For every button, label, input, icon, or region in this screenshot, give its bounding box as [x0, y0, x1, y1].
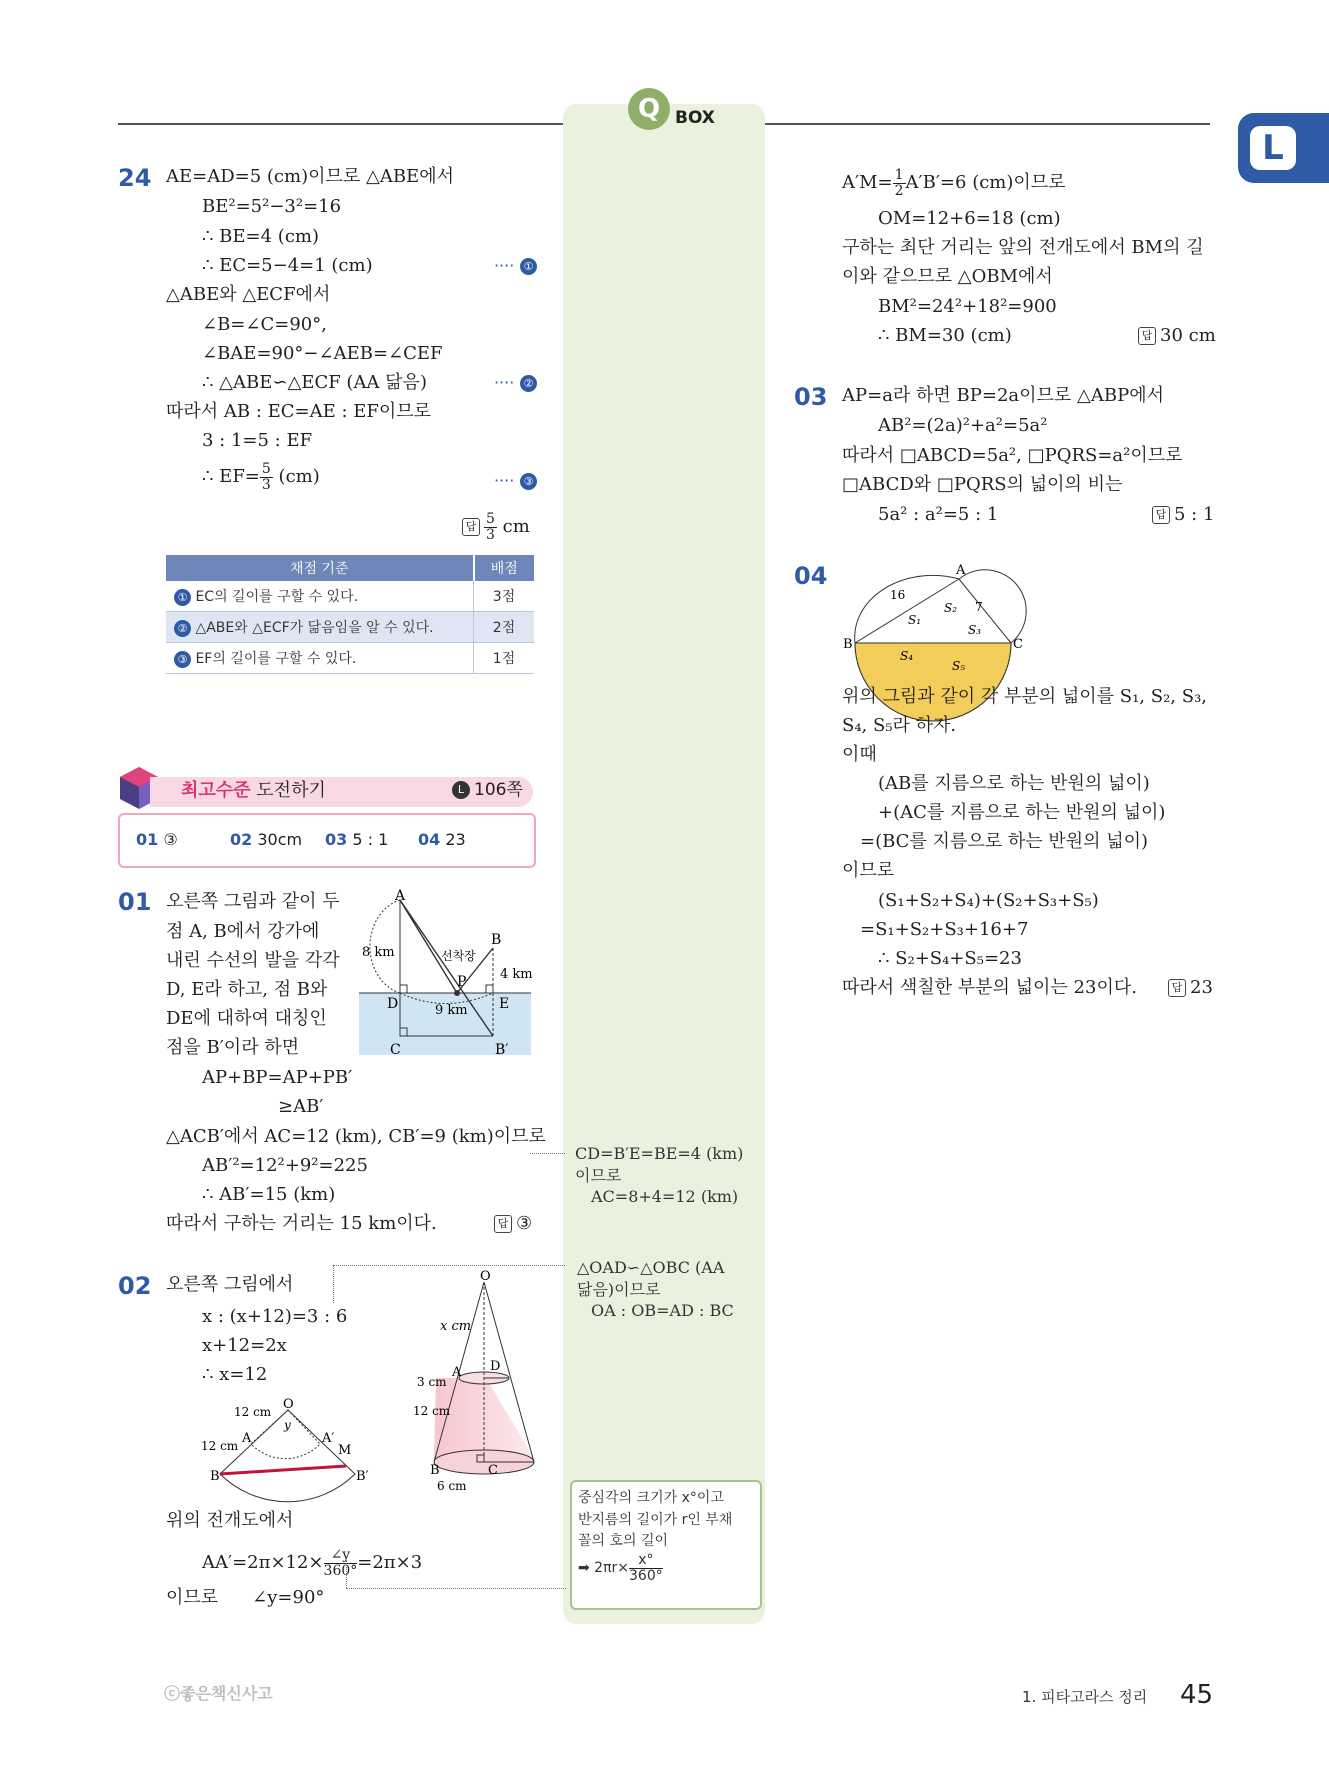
semicircle-figure: [838, 560, 1023, 680]
p04-line: (S₁+S₂+S₄)+(S₂+S₃+S₅): [878, 890, 1099, 911]
cone-C: C: [488, 1463, 498, 1478]
p01-line: D, E라 하고, 점 B와: [166, 979, 328, 1000]
p24-line: ∴ EC=5−4=1 (cm): [202, 255, 373, 276]
challenge-answer-03: 03 5 : 1: [325, 830, 389, 849]
connector-dotted: [333, 1265, 334, 1303]
p24-line: 따라서 AB : EC=AE : EF이므로: [166, 401, 432, 422]
label-E: E: [499, 996, 510, 1012]
problem-number-04: 04: [794, 562, 828, 590]
label-P: P: [457, 974, 467, 990]
cone-D: D: [490, 1359, 501, 1374]
q-letter: Q: [637, 94, 661, 124]
sector-Aprime: A′: [322, 1431, 335, 1446]
connector-dotted: [346, 1560, 347, 1588]
fig4-C: C: [1013, 637, 1023, 652]
fig4-S2: S₂: [944, 601, 958, 615]
fig4-S3: S₃: [968, 623, 982, 637]
table-cell: 3점: [474, 581, 535, 612]
p02r-line: BM²=24²+18²=900: [878, 296, 1057, 317]
p01-line: 점을 B′이라 하면: [166, 1037, 300, 1058]
p01-eq: ∴ AB′=15 (km): [202, 1184, 336, 1205]
label-8km: 8 km: [362, 945, 395, 960]
fig4-S4: S₄: [900, 649, 914, 663]
cone-3cm: 3 cm: [417, 1375, 447, 1389]
p02r-line: OM=12+6=18 (cm): [878, 208, 1061, 229]
label-D: D: [387, 996, 399, 1012]
p02-line: 오른쪽 그림에서: [166, 1274, 294, 1295]
p01-answer: 답 ③: [494, 1213, 532, 1235]
fig4-A: A: [956, 563, 966, 578]
p03-line: 따라서 □ABCD=5a², □PQRS=a²이므로: [842, 445, 1183, 466]
fig4-7: 7: [975, 600, 983, 614]
p02-line: ∴ x=12: [202, 1364, 268, 1385]
p04-line: =(BC를 지름으로 하는 반원의 넓이): [860, 831, 1149, 852]
challenge-title: 최고수준 도전하기: [181, 780, 326, 801]
footer-publisher: ⓒ좋은책신사고: [164, 1684, 273, 1703]
p03-line: AB²=(2a)²+a²=5a²: [878, 415, 1048, 436]
step-marker-2: ···· ②: [494, 372, 537, 394]
p24-line: ∴ △ABE∽△ECF (AA 닮음): [202, 372, 427, 393]
p03-answer: 답 5 : 1: [1152, 504, 1214, 526]
connector-dotted: [530, 1153, 565, 1154]
p02r-answer: 답 30 cm: [1138, 325, 1216, 347]
p04-line: 이므로: [842, 860, 895, 881]
challenge-answer-02: 02 30cm: [230, 830, 303, 849]
scoring-table: [166, 555, 534, 674]
p02-line: x+12=2x: [202, 1335, 287, 1356]
sector-M: M: [338, 1443, 352, 1458]
label-9km: 9 km: [435, 1003, 468, 1018]
label-Bprime: B′: [495, 1042, 509, 1058]
p24-line: △ABE와 △ECF에서: [166, 284, 331, 305]
sector-B: B: [210, 1469, 220, 1484]
chapter-tab: [1238, 113, 1329, 183]
p02-line: 위의 전개도에서: [166, 1510, 294, 1531]
p01-line: 오른쪽 그림과 같이 두: [166, 891, 340, 912]
p01-line: 내린 수선의 발을 각각: [166, 950, 340, 971]
p04-line: 위의 그림과 같이 각 부분의 넓이를 S₁, S₂, S₃,: [842, 686, 1208, 707]
label-A: A: [395, 888, 406, 904]
cone-B: B: [430, 1463, 440, 1478]
p04-line: =S₁+S₂+S₃+16+7: [860, 919, 1029, 940]
footer-chapter: 1. 피타고라스 정리: [1022, 1688, 1148, 1706]
p04-line: 이때: [842, 744, 877, 765]
table-row: ② △ABE와 △ECF가 닮음임을 알 수 있다.: [166, 612, 474, 643]
side-note-2: △OAD∽△OBC (AA 닮음)이므로 OA : OB=AD : BC: [577, 1258, 734, 1321]
p02r-line: ∴ BM=30 (cm): [878, 325, 1012, 346]
p01-line: DE에 대하여 대칭인: [166, 1008, 327, 1029]
label-C: C: [390, 1042, 401, 1058]
p02-line: 이므로 ∠y=90°: [166, 1587, 325, 1608]
fig4-S5: S₅: [952, 659, 966, 673]
side-note-3: 중심각의 크기가 x°이고 반지름의 길이가 r인 부채 꼴의 호의 길이 ➡ 2πr× $\frac{x^\circ}{360^\circ}$: [578, 1490, 733, 1584]
p04-line: S₄, S₅라 하자.: [842, 715, 957, 736]
header-rule-left: [118, 123, 566, 125]
sector-12cm-a: 12 cm: [234, 1405, 272, 1419]
table-cell: 1점: [474, 643, 535, 674]
table-cell: 2점: [474, 612, 535, 643]
cone-figure: [410, 1270, 540, 1500]
q-box-column: [563, 104, 765, 1624]
side-note-1: CD=B′E=BE=4 (km) 이므로 AC=8+4=12 (km): [575, 1144, 744, 1207]
cone-A: A: [452, 1365, 462, 1380]
connector-dotted: [333, 1265, 565, 1266]
p24-line: BE²=5²−3²=16: [202, 196, 342, 217]
sector-O: O: [283, 1397, 294, 1412]
p04-line: 따라서 색칠한 부분의 넓이는 23이다.: [842, 977, 1137, 998]
sector-net-figure: [200, 1396, 380, 1496]
p01-eq: ≥AB′: [278, 1096, 324, 1117]
table-row: ③ EF의 길이를 구할 수 있다.: [166, 643, 474, 674]
step-marker-1: ···· ①: [494, 255, 537, 277]
problem-number-01: 01: [118, 888, 152, 916]
p24-line: AE=AD=5 (cm)이므로 △ABE에서: [166, 166, 454, 187]
problem-number-02: 02: [118, 1272, 152, 1300]
sector-y: y: [284, 1418, 291, 1432]
label-dock: 선착장: [441, 949, 476, 963]
cone-6cm: 6 cm: [437, 1479, 467, 1493]
cone-O: O: [480, 1269, 491, 1284]
step-marker-3: ···· ③: [494, 470, 537, 492]
points-header: 배점: [474, 555, 535, 581]
p02-line: x : (x+12)=3 : 6: [202, 1306, 348, 1327]
p24-answer: 답 $\frac{5}{3}$ cm: [462, 512, 530, 542]
problem-number-24: 24: [118, 164, 152, 192]
p01-eq: AP+BP=AP+PB′: [202, 1067, 353, 1088]
p02r-line: A′M= $\frac{1}{2}$ A′B′=6 (cm)이므로: [842, 167, 1066, 199]
chapter-tab-letter: L: [1250, 126, 1296, 170]
sector-Bprime: B′: [356, 1469, 369, 1484]
criteria-header: 채점 기준: [166, 555, 474, 581]
q-box-badge: [628, 88, 670, 130]
p24-line: ∠B=∠C=90°,: [202, 314, 327, 335]
p03-line: AP=a라 하면 BP=2a이므로 △ABP에서: [842, 385, 1164, 406]
challenge-answer-04: 04 23: [418, 830, 466, 849]
connector-dotted: [346, 1588, 566, 1589]
p24-ef-line: ∴ EF= $\frac{5}{3}$ (cm): [202, 461, 320, 493]
p01-eq: 따라서 구하는 거리는 15 km이다.: [166, 1213, 437, 1234]
label-B: B: [491, 932, 502, 948]
cone-x: x cm: [440, 1319, 472, 1334]
fig4-B: B: [843, 637, 853, 652]
p04-line: (AB를 지름으로 하는 반원의 넓이): [878, 773, 1150, 794]
footer-page-number: 45: [1180, 1680, 1214, 1710]
p01-eq: AB′²=12²+9²=225: [202, 1155, 368, 1176]
p04-line: +(AC를 지름으로 하는 반원의 넓이): [878, 802, 1166, 823]
sector-A: A: [242, 1431, 252, 1446]
fig4-S1: S₁: [908, 613, 922, 627]
p03-line: □ABCD와 □PQRS의 넓이의 비는: [842, 474, 1123, 495]
label-4km: 4 km: [500, 967, 533, 982]
fig4-16: 16: [890, 588, 906, 602]
challenge-page-ref: L 106쪽: [452, 780, 523, 800]
river-figure: [355, 888, 535, 1060]
p01-line: 점 A, B에서 강가에: [166, 921, 320, 942]
p24-line: ∠BAE=90°−∠AEB=∠CEF: [202, 343, 443, 364]
answer-icon: 답: [462, 518, 480, 536]
p02r-line: 이와 같으므로 △OBM에서: [842, 266, 1053, 287]
p24-line: 3 : 1=5 : EF: [202, 430, 313, 451]
p24-line: ∴ BE=4 (cm): [202, 226, 319, 247]
p04-answer: 답 23: [1168, 977, 1213, 999]
box-label: BOX: [675, 108, 715, 128]
cone-12cm: 12 cm: [413, 1404, 451, 1418]
p03-line: 5a² : a²=5 : 1: [878, 504, 999, 525]
header-rule-right: [764, 123, 1210, 125]
table-row: ① EC의 길이를 구할 수 있다.: [166, 581, 474, 612]
p04-line: ∴ S₂+S₄+S₅=23: [878, 948, 1022, 969]
sector-12cm-b: 12 cm: [201, 1439, 239, 1453]
challenge-answer-01: 01 ③: [136, 830, 178, 849]
p02r-line: 구하는 최단 거리는 앞의 전개도에서 BM의 길: [842, 237, 1204, 258]
p02-arc-eq: AA′=2π×12× $\frac{\angle y}{360^\circ}$ =2π×3: [202, 1547, 423, 1579]
problem-number-03: 03: [794, 383, 828, 411]
p01-eq: △ACB′에서 AC=12 (km), CB′=9 (km)이므로: [166, 1126, 546, 1147]
